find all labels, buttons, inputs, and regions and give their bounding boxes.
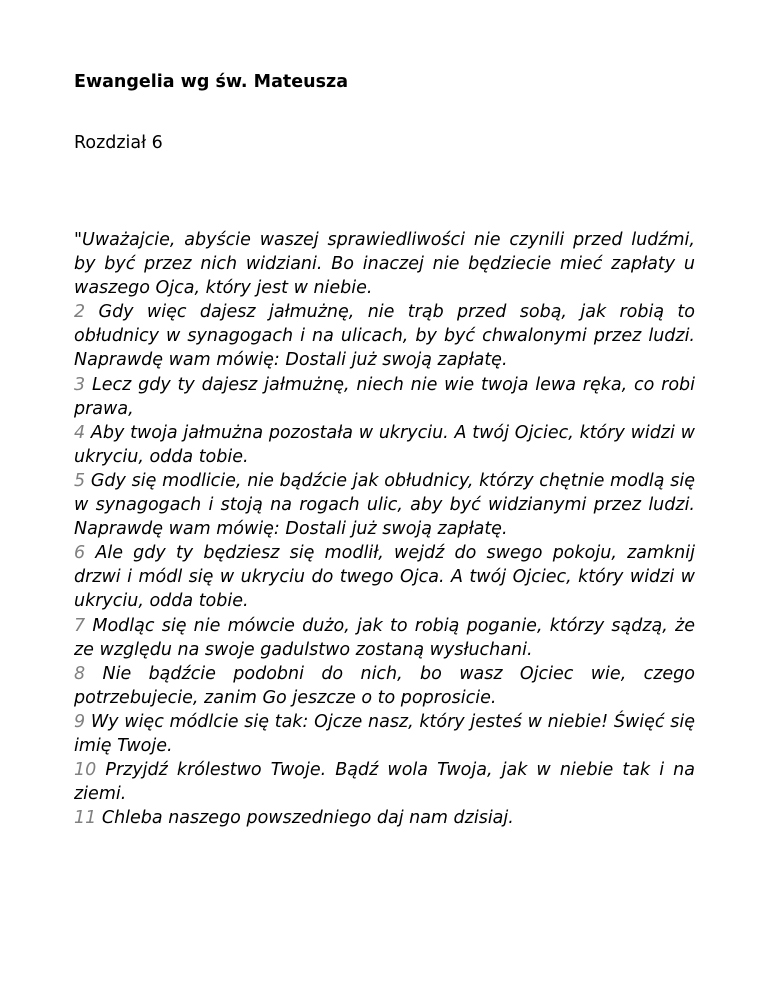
verse-number: 10 bbox=[74, 760, 97, 781]
verse-text: Ale gdy ty będziesz się modlił, wejdź do swego pokoju, zamknij drzwi i módl się w ukryciu do twego Ojca. A twój Ojciec, który widzi w ukryciu, odda tobie. bbox=[74, 543, 695, 612]
verse-4 bbox=[74, 421, 695, 469]
verse-3 bbox=[74, 373, 695, 421]
verse-11 bbox=[74, 806, 695, 830]
document-title: Ewangelia wg św. Mateusza bbox=[74, 72, 349, 92]
verse-10 bbox=[74, 758, 695, 806]
verse-text: Lecz gdy ty dajesz jałmużnę, niech nie wie twoja lewa ręka, co robi prawa, bbox=[74, 374, 695, 419]
verse-9 bbox=[74, 710, 695, 758]
verse-5 bbox=[74, 469, 695, 541]
verse-text: Wy więc módlcie się tak: Ojcze nasz, który jesteś w niebie! Święć się imię Twoje. bbox=[74, 711, 695, 756]
verse-number: 3 bbox=[74, 374, 86, 395]
verse-6 bbox=[74, 541, 695, 613]
verse-7 bbox=[74, 614, 695, 662]
verse-list bbox=[74, 228, 695, 830]
verse-2 bbox=[74, 300, 695, 372]
verse-text: Aby twoja jałmużna pozostała w ukryciu. A twój Ojciec, który widzi w ukryciu, odda tobie. bbox=[74, 422, 695, 467]
verse-text: Chleba naszego powszedniego daj nam dzisiaj. bbox=[101, 808, 514, 829]
verse-number: 7 bbox=[74, 615, 86, 636]
verse-number: 5 bbox=[74, 470, 86, 491]
verse-1 bbox=[74, 228, 695, 300]
verse-number: 6 bbox=[74, 543, 86, 564]
verse-text: Modląc się nie mówcie dużo, jak to robią poganie, którzy sądzą, że ze względu na swoje gadulstwo zostaną wysłuchani. bbox=[74, 615, 695, 660]
chapter-heading: Rozdział 6 bbox=[74, 133, 163, 153]
verse-number: 11 bbox=[74, 808, 97, 829]
verse-number: 8 bbox=[74, 663, 86, 684]
verse-text: Nie bądźcie podobni do nich, bo wasz Ojciec wie, czego potrzebujecie, zanim Go jeszcze o to poprosicie. bbox=[74, 663, 695, 708]
verse-text: "Uważajcie, abyście waszej sprawiedliwości nie czynili przed ludźmi, by być przez nich widziani. Bo inaczej nie będziecie mieć zapłaty u waszego Ojca, który jest w niebie. bbox=[74, 230, 695, 299]
verse-number: 9 bbox=[74, 711, 86, 732]
verse-number: 4 bbox=[74, 422, 86, 443]
verse-text: Przyjdź królestwo Twoje. Bądź wola Twoja, jak w niebie tak i na ziemi. bbox=[74, 760, 695, 805]
verse-text: Gdy więc dajesz jałmużnę, nie trąb przed sobą, jak robią to obłudnicy w synagogach i na ulicach, by być chwalonymi przez ludzi. Naprawdę wam mówię: Dostali już swoją zapłatę. bbox=[74, 302, 695, 371]
verse-8 bbox=[74, 662, 695, 710]
verse-text: Gdy się modlicie, nie bądźcie jak obłudnicy, którzy chętnie modlą się w synagogach i stoją na rogach ulic, aby być widzianymi przez ludzi. Naprawdę wam mówię: Dostali już swoją zapłatę. bbox=[74, 470, 695, 540]
verse-number: 2 bbox=[74, 302, 86, 323]
